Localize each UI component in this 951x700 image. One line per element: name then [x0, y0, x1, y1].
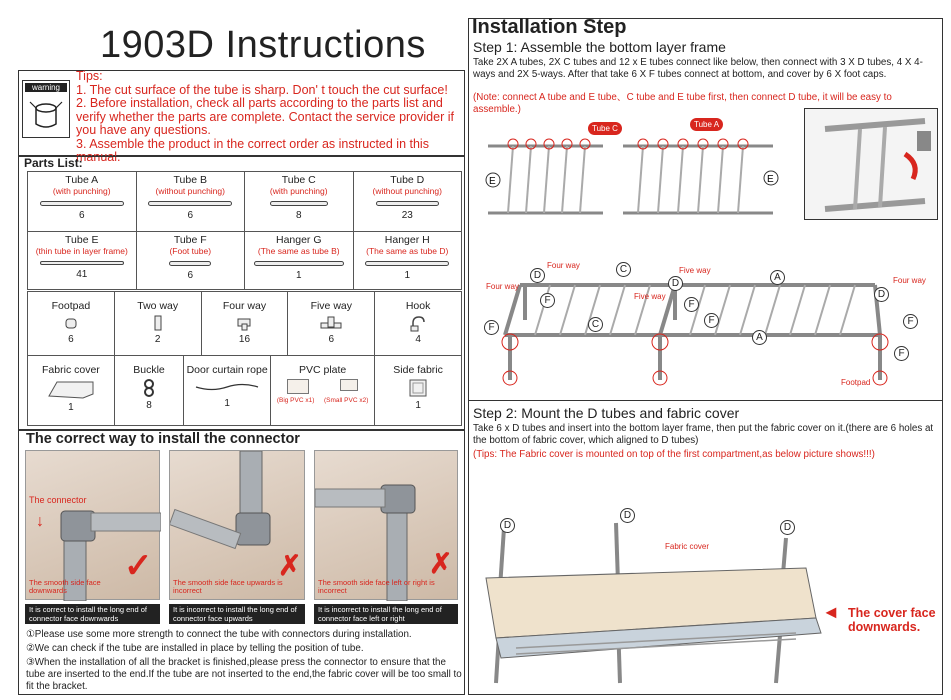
part-door-curtain-rope: Door curtain rope 1	[184, 356, 271, 426]
others-table	[27, 355, 462, 426]
pvc-big-label: (Big PVC x1)	[276, 397, 315, 404]
connector-photo-side	[314, 450, 458, 600]
caption-correct: The smooth side face downwards	[29, 578, 101, 595]
tip-3: 3. Assemble the product in the correct order as instructed in this manual.	[76, 136, 429, 164]
two-way-icon	[153, 315, 163, 331]
sharp-tube-icon	[24, 94, 68, 134]
label-a-1: A	[770, 270, 785, 285]
label-f-4: F	[484, 320, 499, 335]
part-hanger-h: Hanger H (The same as tube D) 1	[353, 232, 462, 290]
hook-icon	[409, 314, 427, 332]
five-way-label-1: Five way	[679, 266, 711, 275]
part-pvc-plate: PVC plate (Big PVC x1) (Small PVC x2)	[271, 356, 375, 426]
part-five-way: Five way 6	[288, 292, 375, 356]
four-way-label-2: Four way	[486, 282, 519, 291]
fabric-cover-label: Fabric cover	[665, 542, 710, 551]
label-f-2: F	[684, 297, 699, 312]
connector-notes	[26, 629, 462, 693]
part-fabric-cover: Fabric cover 1	[28, 356, 115, 426]
label-d-3: D	[874, 287, 889, 302]
step2-title: Step 2: Mount the D tubes and fabric cover	[473, 405, 740, 421]
label-c-1: C	[616, 262, 631, 277]
rope-icon	[192, 378, 262, 396]
tube-c-tag: Tube C	[588, 122, 622, 135]
connector-heading: The correct way to install the connector	[26, 431, 300, 447]
cover-arrow-icon: ◄	[822, 602, 840, 622]
label-d-2: D	[668, 276, 683, 291]
tips-block	[76, 70, 464, 165]
caption-side: The smooth side face left or right is incorrect	[318, 578, 435, 595]
install-heading: Installation Step	[472, 16, 627, 38]
step1-frames-illustration	[473, 118, 803, 228]
part-hook: Hook 4	[375, 292, 462, 356]
step1-title: Step 1: Assemble the bottom layer frame	[473, 39, 726, 55]
part-tube-c: Tube C (with punching) 8	[245, 172, 354, 232]
parts-heading: Parts List:	[24, 156, 83, 170]
cover-note: The cover face downwards.	[848, 606, 936, 634]
label-a-2: A	[752, 330, 767, 345]
fittings-table	[27, 291, 462, 356]
buckle-icon	[142, 378, 156, 398]
fabric-cover-icon	[43, 378, 99, 400]
warning-sticker	[22, 80, 70, 138]
label-d-5: D	[620, 508, 635, 523]
page-title: 1903D Instructions	[100, 24, 426, 66]
tubes-table	[27, 171, 462, 290]
label-f-3: F	[704, 313, 719, 328]
label-f-1: F	[540, 293, 555, 308]
step2-tip: (Tips: The Fabric cover is mounted on top of the first compartment,as below picture shows!!!)	[473, 449, 875, 460]
label-d-4: D	[500, 518, 515, 533]
tip-1: 1. The cut surface of the tube is sharp. Don' t touch the cut surface!	[76, 82, 448, 97]
part-tube-f: Tube F (Foot tube) 6	[136, 232, 245, 290]
step1-note: (Note: connect A tube and E tube、C tube and E tube first, then connect D tube, it will be easy to assemble.)	[473, 92, 892, 115]
footpad-icon	[64, 316, 78, 330]
label-f-6: F	[894, 346, 909, 361]
zoom-connector-illustration	[805, 109, 939, 221]
step1-connector-zoom	[804, 108, 938, 220]
tip-2: 2. Before installation, check all parts according to the parts list and verify whether the parts are complete. Contact the service provider if you have any questions.	[76, 96, 454, 137]
tips-heading: Tips:	[76, 69, 103, 83]
part-side-fabric: Side fabric 1	[375, 356, 462, 426]
five-way-icon	[320, 315, 342, 331]
label-c-2: C	[588, 317, 603, 332]
incorrect-x-icon-1: ✗	[278, 550, 302, 581]
footpad-label: Footpad	[841, 378, 871, 387]
step1-text: Take 2X A tubes, 2X C tubes and 12 x E tubes connect like below, then connect with 3 X D tubes, 4 X 4-ways and 2X 5-ways. After that take 6 X F tubes connect at bottom, and cover by 6 X foot caps.	[473, 57, 923, 80]
part-tube-b: Tube B (without punching) 6	[136, 172, 245, 232]
note-2: ②We can check if the tube are installed in place by telling the position of tube.	[26, 643, 364, 654]
pvc-small-label: (Small PVC x2)	[323, 397, 369, 404]
label-d-1: D	[530, 268, 545, 283]
note-1: ①Please use some more strength to connect the tube with connectors during installation.	[26, 629, 412, 640]
step2-text: Take 6 x D tubes and insert into the bottom layer frame, then put the fabric cover on it.(there are 6 holes at the bottom of fabric cover, which aligned to D tubes)	[473, 423, 934, 446]
bar-correct: It is correct to install the long end of connector face downwards	[25, 604, 160, 624]
label-d-6: D	[780, 520, 795, 535]
part-footpad: Footpad 6	[28, 292, 115, 356]
connector-photo-upwards	[169, 450, 305, 600]
five-way-label-2: Five way	[634, 292, 666, 301]
warning-label: warning	[25, 83, 67, 92]
label-f-5: F	[903, 314, 918, 329]
connector-photo-correct	[25, 450, 160, 600]
bar-side: It is incorrect to install the long end of connector face left or right	[314, 604, 458, 624]
part-tube-d: Tube D (without punching) 23	[353, 172, 462, 232]
incorrect-x-icon-2: ✗	[429, 548, 453, 579]
bar-upwards: It is incorrect to install the long end of connector face upwards	[169, 604, 305, 624]
four-way-icon	[236, 315, 252, 331]
part-tube-a: Tube A (with punching) 6	[28, 172, 137, 232]
svg-text:E: E	[489, 176, 496, 187]
part-two-way: Two way 2	[114, 292, 201, 356]
correct-check-icon: ✓	[124, 547, 153, 585]
part-buckle: Buckle 8	[114, 356, 183, 426]
step-divider	[468, 400, 943, 401]
four-way-label-3: Four way	[893, 276, 926, 285]
part-hanger-g: Hanger G (The same as tube B) 1	[245, 232, 354, 290]
part-tube-e: Tube E (thin tube in layer frame) 41	[28, 232, 137, 290]
down-arrow-icon: ↓	[36, 513, 44, 530]
part-four-way: Four way 16	[201, 292, 288, 356]
caption-upwards: The smooth side face upwards is incorrect	[173, 578, 283, 595]
connector-label: The connector	[29, 495, 87, 505]
note-3: ③When the installation of all the bracket is finished,please press the connector to ensure that the tube are inserted to the end.If the tube are not inserted to the end,the fabric cover will be too small to fit the bracket.	[26, 657, 462, 692]
tube-a-tag: Tube A	[690, 118, 723, 131]
svg-text:E: E	[767, 174, 774, 185]
side-fabric-icon	[408, 378, 428, 398]
four-way-label-1: Four way	[547, 261, 580, 270]
